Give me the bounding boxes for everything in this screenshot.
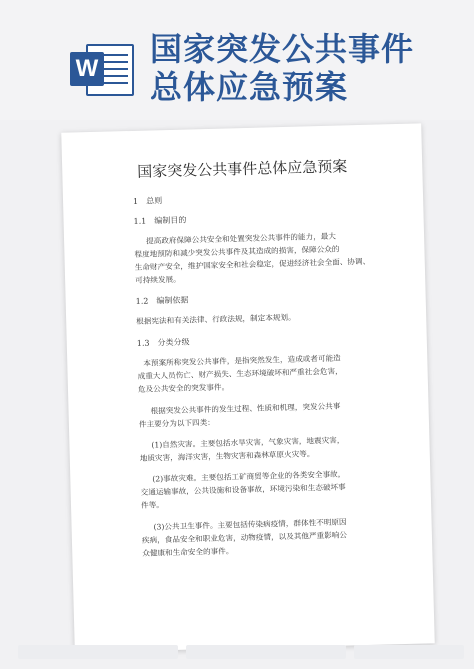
section-heading-purpose: 1.1 编制目的 xyxy=(133,215,187,226)
banner-title-line1: 国家突发公共事件 xyxy=(150,30,415,68)
paragraph-line: 程度地预防和减少突发公共事件及其造成的损害，保障公众的 xyxy=(134,244,340,259)
paragraph-line: 生命财产安全，维护国家安全和社会稳定，促进经济社会全面、协调、 xyxy=(134,256,371,272)
paragraph-line: 疾病，食品安全和职业危害，动物疫情，以及其他严重影响公 xyxy=(141,530,348,545)
paragraph-line: 众健康和生命安全的事件。 xyxy=(142,546,234,558)
document-page xyxy=(61,123,434,652)
section-heading-general: 1 总则 xyxy=(132,196,163,206)
paragraph-line: 成重大人员伤亡、财产损失、生态环境破坏和严重社会危害， xyxy=(137,366,343,381)
section-heading-basis: 1.2 编制依据 xyxy=(135,295,189,306)
paragraph-line: 件主要分为以下四类： xyxy=(138,417,215,429)
paragraph-line: 地质灾害，海洋灾害，生物灾害和森林草原火灾等。 xyxy=(139,449,315,463)
document-title: 国家突发公共事件总体应急预案 xyxy=(137,157,348,181)
paragraph-line: 本预案所称突发公共事件，是指突然发生，造成或者可能造 xyxy=(143,353,341,368)
banner-title xyxy=(150,30,414,106)
paragraph-line: 危及公共安全的突发事件。 xyxy=(137,382,230,394)
watermark-strip xyxy=(18,645,178,659)
word-document-icon xyxy=(70,42,132,94)
banner-title-line2: 总体应急预案 xyxy=(150,68,349,106)
word-logo-tile: W xyxy=(70,52,104,86)
paragraph-line: (3)公共卫生事件。主要包括传染病疫情，群体性不明原因 xyxy=(153,517,347,532)
watermark-strip xyxy=(186,645,346,659)
paragraph-line: 根据突发公共事件的发生过程、性质和机理，突发公共事 xyxy=(150,401,341,416)
paragraph-line: (2)事故灾难。主要包括工矿商贸等企业的各类安全事故， xyxy=(152,469,346,484)
paragraph-line: 交通运输事故，公共设施和设备事故，环境污染和生态破坏事 xyxy=(140,482,346,497)
paragraph-line: (1)自然灾害。主要包括水旱灾害，气象灾害，地震灾害， xyxy=(151,435,345,450)
header-banner xyxy=(0,0,474,120)
paragraph-line: 件等。 xyxy=(140,500,164,510)
section-heading-classification: 1.3 分类分级 xyxy=(136,337,190,348)
paragraph-line: 可持续发展。 xyxy=(135,274,181,285)
paragraph-line: 根据宪法和有关法律、行政法规，制定本规划。 xyxy=(136,312,296,326)
watermark-strip xyxy=(354,645,464,659)
paragraph-line: 提高政府保障公共安全和处置突发公共事件的能力，最大 xyxy=(146,231,337,246)
